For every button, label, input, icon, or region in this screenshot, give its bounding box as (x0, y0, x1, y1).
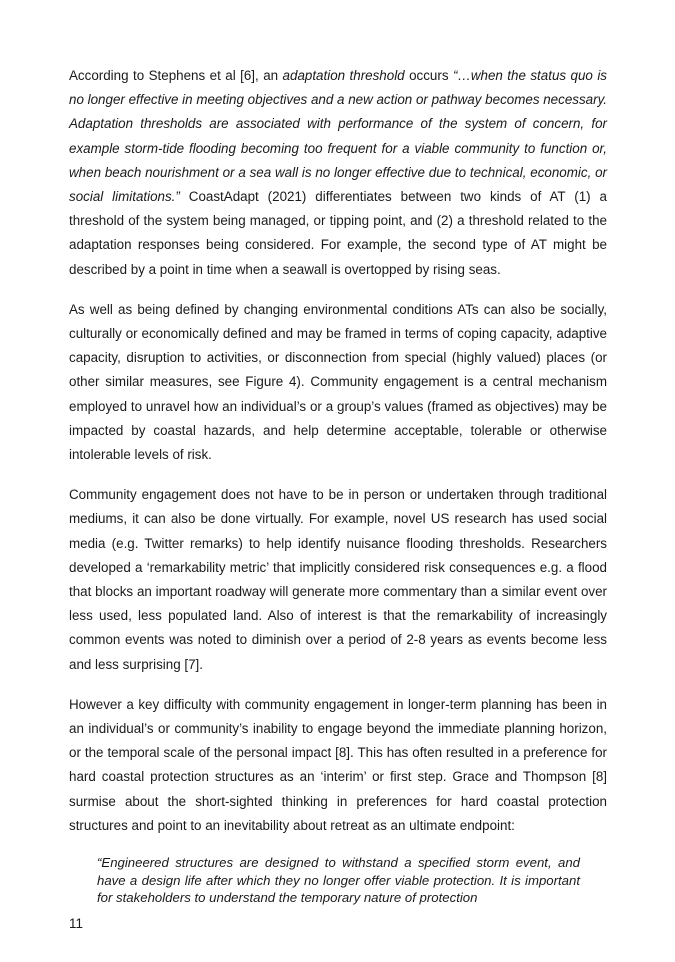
p1-quote: “…when the status quo is no longer effective in meeting objectives and a new action or pathway becomes necessary. Adaptation thresholds are associated with performance of the system of concern, for example storm-tide flooding becoming too frequent for a viable community to function or, when beach nourishment or a sea wall is no longer effective due to technical, economic, or social limitations.” (69, 68, 607, 205)
document-body (69, 64, 607, 907)
block-quote: “Engineered structures are designed to withstand a specified storm event, and have a design life after which they no longer offer viable protection. It is important for stakeholders to understand the temporary nature of protection (97, 855, 580, 906)
paragraph-longer-term-planning: However a key difficulty with community engagement in longer-term planning has been in an individual’s or community’s inability to engage beyond the immediate planning horizon, or the temporal scale of the personal impact [8]. This has often resulted in a preference for hard coastal protection structures as an ‘interim’ or first step. Grace and Thompson [8] surmise about the short-sighted thinking in preferences for hard coastal protection structures and point to an inevitability about retreat as an ultimate endpoint: (69, 696, 607, 833)
p1-occurs: occurs (404, 68, 453, 83)
page-number: 11 (69, 916, 83, 931)
paragraph-adaptation-threshold (69, 64, 607, 282)
paragraph-social-thresholds: As well as being defined by changing environmental conditions ATs can also be socially, culturally or economically defined and may be framed in terms of coping capacity, adaptive capacity, disruption to activities, or disconnection from special (highly valued) places (or other similar measures, see Figure 4). Community engagement is a central mechanism employed to unravel how an individual’s or a group’s values (framed as objectives) may be impacted by coastal hazards, and help determine acceptable, tolerable or otherwise intolerable levels of risk. (69, 301, 607, 463)
p1-term: adaptation threshold (282, 68, 405, 83)
paragraph-virtual-engagement: Community engagement does not have to be in person or undertaken through traditional mediums, it can also be done virtually. For example, novel US research has used social media (e.g. Twitter remarks) to help identify nuisance flooding thresholds. Researchers developed a ‘remarkability metric’ that implicitly considered risk consequences e.g. a flood that blocks an important roadway will generate more commentary than a similar event over less used, less populated land. Also of interest is that the remarkability of increasingly common events was noted to diminish over a period of 2-8 years as events become less and less surprising [7]. (69, 487, 607, 672)
p1-intro: According to Stephens et al [6], an (69, 68, 283, 83)
p1-rest: CoastAdapt (2021) differentiates between two kinds of AT (1) a threshold of the system being managed, or tipping point, and (2) a threshold related to the adaptation responses being considered. For example, the second type of AT might be described by a point in time when a seawall is overtopped by rising seas. (69, 189, 608, 277)
